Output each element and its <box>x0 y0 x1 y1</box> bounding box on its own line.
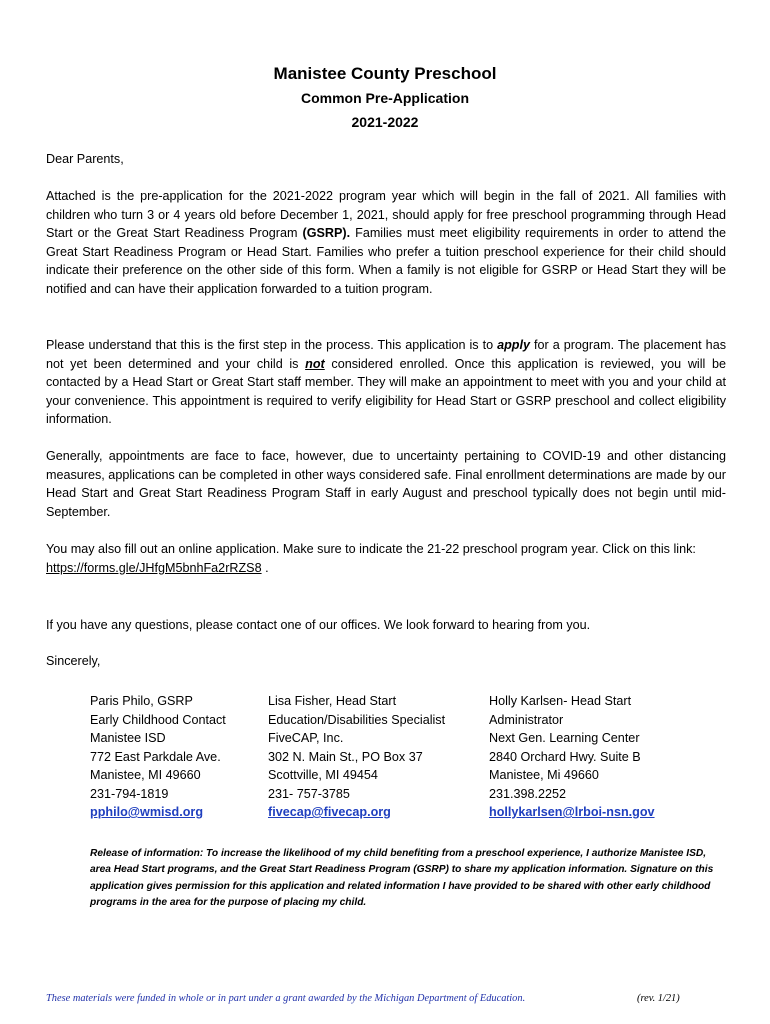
contact-block-gsrp <box>90 692 265 822</box>
paragraph-first-step-text-a: Please understand that this is the first step in the process. This application is to <box>46 338 498 352</box>
online-application-text-end: . <box>261 560 269 575</box>
contact-block-fivecap <box>268 692 478 822</box>
paragraph-intro-text-a: Attached is the pre-application for the 2021-2022 program year which will begin in the fall of 2021. All families with children who turn 3 or 4 years old before December 1, 2021, should apply for free preschool programming through Head Start or the Great Start Readiness Program <box>46 189 726 240</box>
paragraph-intro <box>46 187 726 298</box>
paragraph-first-step-text-c: considered enrolled. Once this application is reviewed, you will be contacted by a Head Start or Great Start staff member. They will make an appointment to meet with you and your child at your convenience. This appointment is required to verify eligibility for Head Start or GSRP preschool and collect eligibility information. <box>46 356 726 426</box>
contact-block-head-start <box>489 692 729 822</box>
salutation: Dear Parents, <box>46 152 124 166</box>
contact-line: 302 N. Main St., PO Box 37 <box>268 749 423 764</box>
contact-line: Early Childhood Contact <box>90 712 226 727</box>
contact-line: 231.398.2252 <box>489 786 567 801</box>
paragraph-first-step <box>46 336 726 429</box>
contact-email-link[interactable]: pphilo@wmisd.org <box>90 805 204 819</box>
contact-line: Manistee ISD <box>90 731 166 745</box>
contact-line: 231- 757-3785 <box>268 786 350 801</box>
paragraph-questions: If you have any questions, please contact one of our offices. We look forward to hearing from you. <box>46 618 591 632</box>
apply-emphasis: apply <box>497 338 531 352</box>
contact-email-link[interactable]: fivecap@fivecap.org <box>268 805 391 819</box>
contact-line: 2840 Orchard Hwy. Suite B <box>489 749 641 764</box>
program-year: 2021-2022 <box>351 114 419 130</box>
closing: Sincerely, <box>46 654 101 668</box>
online-application-link[interactable]: https://forms.gle/JHfgM5bnhFa2rRZS8 <box>46 560 262 575</box>
contact-line: Paris Philo, GSRP <box>90 694 193 708</box>
contact-line: 772 East Parkdale Ave. <box>90 749 221 764</box>
paragraph-first-step-text-b: for a program. The placement has not yet been determined and your child is <box>46 338 726 371</box>
contact-line: FiveCAP, Inc. <box>268 731 344 745</box>
not-emphasis: not <box>305 356 325 371</box>
paragraph-intro-text-b: Families must meet eligibility requirements in order to attend the Great Start Readiness Program or Head Start. Families who prefer a tuition preschool experience for their child should indicate their preference on the other side of this form. When a family is not eligible for GSRP or Head Start they will be notified and can have their application forwarded to a tuition program. <box>46 226 726 296</box>
contact-line: Holly Karlsen- Head Start <box>489 694 632 708</box>
revision-note: (rev. 1/21) <box>637 993 680 1004</box>
contact-email-link[interactable]: hollykarlsen@lrboi-nsn.gov <box>489 805 655 819</box>
contact-line: Administrator <box>489 712 564 727</box>
page-subtitle: Common Pre-Application <box>300 90 469 106</box>
contact-line: Scottville, MI 49454 <box>268 768 378 782</box>
contact-line: Next Gen. Learning Center <box>489 731 640 745</box>
paragraph-appointments: Generally, appointments are face to face, however, due to uncertainty pertaining to COVID-19 and other distancing measures, applications can be completed in other ways considered safe. Final enrollment determinations are made by our Head Start and Great Start Readiness Program Staff in early August and preschool typically does not begin until mid-September. <box>46 449 726 519</box>
contact-line: Lisa Fisher, Head Start <box>268 694 397 708</box>
gsrp-bold: (GSRP). <box>302 226 351 240</box>
funding-note: These materials were funded in whole or in part under a grant awarded by the Michigan Department of Education. <box>46 993 526 1004</box>
contact-line: Education/Disabilities Specialist <box>268 712 446 727</box>
page-title: Manistee County Preschool <box>273 64 497 83</box>
online-application-text: You may also fill out an online application. Make sure to indicate the 21-22 preschool program year. Click on this link: <box>46 542 696 556</box>
paragraph-online-application <box>46 540 726 577</box>
release-of-information: Release of information: To increase the likelihood of my child benefiting from a preschool experience, I authorize Manistee ISD, area Head Start programs, and the Great Start Readiness Program (GSRP) to share my application information. Signature on this application gives permission for this application and related information I have provided to be shared with other early childhood programs in the area for the purpose of placing my child. <box>90 848 714 909</box>
contact-line: Manistee, Mi 49660 <box>489 768 599 782</box>
contact-line: 231-794-1819 <box>90 786 169 801</box>
contact-line: Manistee, MI 49660 <box>90 768 201 782</box>
